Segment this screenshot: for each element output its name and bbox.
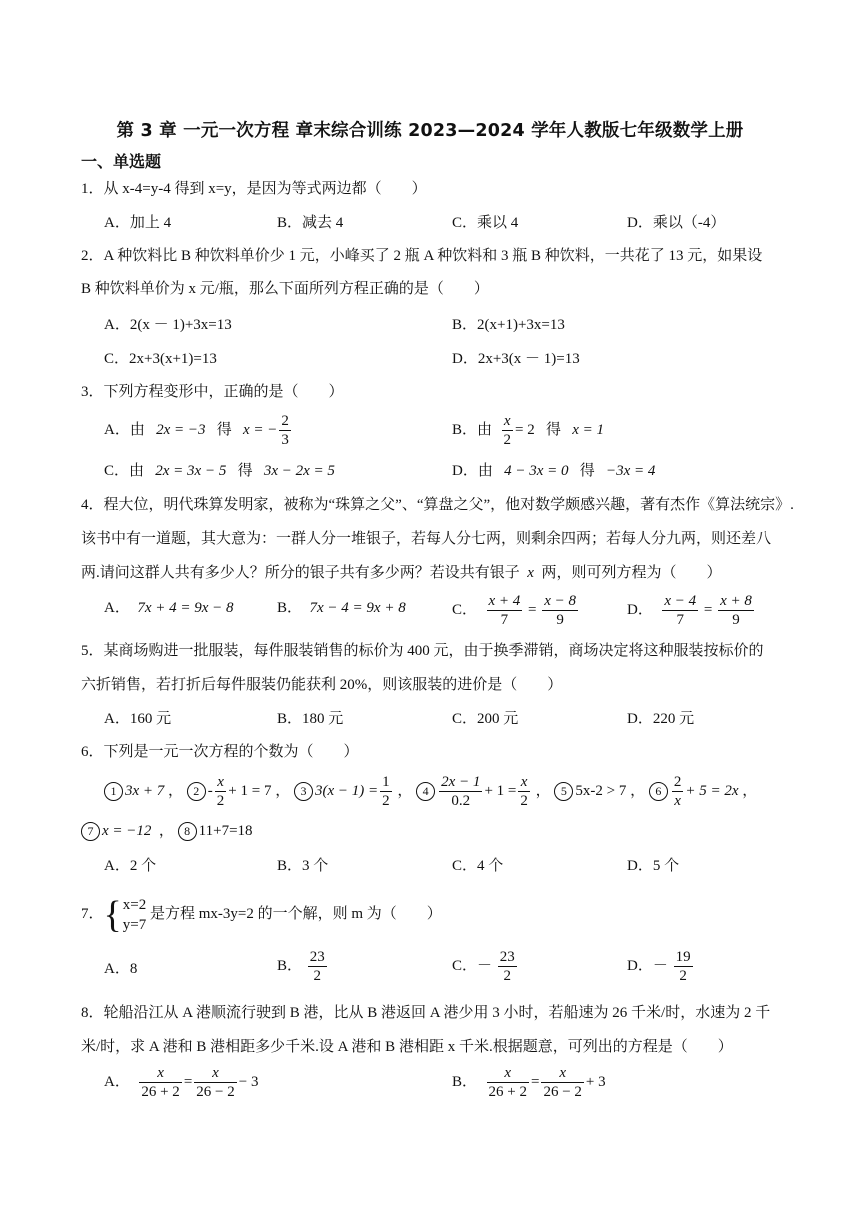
question-6-stem: 6．下列是一元一次方程的个数为（ ） — [81, 744, 359, 760]
fraction-denominator: 9 — [732, 612, 740, 628]
fraction-numerator: x — [502, 412, 514, 431]
q4-d-fraction-left — [662, 592, 698, 629]
q7-system-line1: x=2 — [122, 896, 147, 913]
q7-system-line2: y=7 — [122, 916, 147, 933]
q4-d-prefix: D． — [627, 601, 653, 618]
q8-b-equals: = — [530, 1073, 540, 1090]
q8-a-equals: = — [183, 1073, 193, 1090]
q4-option-d[interactable] — [627, 592, 756, 629]
q4-c-fraction-left — [487, 592, 523, 629]
q7-option-b[interactable] — [277, 948, 329, 985]
question-8-stem-line1: 8．轮船沿江从 A 港顺流行驶到 B 港，比从 B 港返回 A 港少用 3 小时，若船速为 26 千米/时，水速为 2 千 — [81, 1005, 771, 1021]
q7-d-prefix: D．－ — [627, 957, 668, 974]
fraction-denominator: 0.2 — [451, 793, 471, 809]
fraction-numerator: x + 4 — [488, 593, 521, 609]
circled-number-4: 4 — [416, 782, 435, 801]
fraction-numerator: 23 — [499, 949, 515, 965]
fraction-denominator: 2 — [313, 968, 322, 984]
question-4-stem-line3 — [81, 562, 721, 584]
question-1-stem: 1．从 x-4=y-4 得到 x=y，是因为等式两边都（ ） — [81, 181, 427, 197]
q4-b-equation: 7x − 4 = 9x + 8 — [309, 600, 406, 616]
question-4-stem-line2: 该书中有一道题，其大意为：一群人分一堆银子，若每人分七两，则剩余四两；若每人分九两，则还差八 — [81, 531, 772, 547]
q4-variable: x — [527, 565, 534, 581]
fraction-denominator: 26 − 2 — [543, 1084, 582, 1100]
question-3-stem: 3．下列方程变形中，正确的是（ ） — [81, 384, 344, 400]
circled-number-8: 8 — [178, 822, 197, 841]
q8-a-fraction-left — [139, 1064, 181, 1101]
question-7-stem — [81, 894, 442, 935]
q4-option-a[interactable] — [104, 597, 234, 619]
question-2-stem-line2: B 种饮料单价为 x 元/瓶，那么下面所列方程正确的是（ ） — [81, 281, 489, 297]
q8-b-prefix: B． — [452, 1073, 478, 1090]
q7-d-fraction — [674, 948, 693, 985]
fraction-denominator: 2 — [503, 968, 512, 984]
q4-d-equals: = — [703, 601, 713, 618]
question-8-stem-line2: 米/时，求 A 港和 B 港相距多少千米.设 A 港和 B 港相距 x 千米.根据题意，可列出的方程是（ ） — [81, 1039, 733, 1055]
fraction-numerator: 2 — [673, 774, 682, 790]
section-heading: 一、单选题 — [81, 152, 162, 171]
q4-option-c[interactable] — [452, 592, 580, 629]
q3-a-result: x = − — [243, 421, 278, 438]
q8-b-tail: + 3 — [585, 1073, 606, 1090]
q5-option-a[interactable]: A．160 元 — [104, 711, 172, 727]
separator: ， — [630, 782, 646, 799]
q6-expr-7: x = −12 — [102, 823, 152, 839]
q8-a-tail: − 3 — [238, 1073, 259, 1090]
fraction-numerator: 1 — [382, 774, 390, 790]
fraction-numerator: 23 — [309, 949, 325, 965]
q3-b-equation: = 2 — [515, 421, 535, 438]
q8-a-fraction-right — [194, 1064, 236, 1101]
q6-expr-3-fraction — [380, 773, 392, 810]
q3-c-result: 3x − 2x = 5 — [263, 463, 335, 479]
q1-option-b[interactable]: B．减去 4 — [277, 215, 344, 231]
q6-expressions-line1 — [104, 773, 757, 810]
q7-stem-text: 是方程 mx-3y=2 的一个解，则 m 为（ ） — [149, 906, 442, 922]
q6-expr-4-fraction — [439, 773, 482, 810]
q4-c-fraction-right — [542, 592, 578, 629]
q6-expr-2-rest: + 1 = 7 — [228, 782, 272, 799]
q3-b-prefix: B．由 — [452, 421, 493, 438]
q7-c-prefix: C．－ — [452, 957, 493, 974]
fraction-denominator: 7 — [500, 612, 509, 628]
q3-a-prefix: A．由 — [104, 421, 145, 438]
q6-expressions-line2 — [81, 820, 253, 842]
q6-expr-2-fraction — [215, 773, 227, 810]
q6-expr-5: 5x-2 > 7 — [575, 782, 627, 799]
q3-d-result: −3x = 4 — [606, 463, 656, 479]
q7-equation-system — [123, 895, 146, 935]
q4-d-fraction-right — [718, 592, 754, 629]
q4-stem-text: 两.请问这群人共有多少人？所分的银子共有多少两？若设共有银子 — [81, 565, 520, 581]
fraction-numerator: x + 8 — [720, 593, 752, 609]
q8-a-prefix: A． — [104, 1073, 130, 1090]
q4-stem-text-end: 两，则可列方程为（ ） — [541, 565, 722, 581]
fraction-denominator: 26 + 2 — [488, 1084, 527, 1100]
q3-a-equation: 2x = −3 — [156, 421, 206, 438]
fraction-denominator: 7 — [676, 612, 684, 628]
circled-number-2: 2 — [187, 782, 206, 801]
fraction-denominator: 2 — [382, 793, 390, 809]
q4-a-prefix: A． — [104, 600, 130, 616]
question-2-stem-line1: 2．A 种饮料比 B 种饮料单价少 1 元，小峰买了 2 瓶 A 种饮料和 3 瓶 B 种饮料，一共花了 13 元，如果设 — [81, 248, 763, 264]
question-5-stem-line2: 六折销售，若打折后每件服装仍能获利 20%，则该服装的进价是（ ） — [81, 677, 563, 693]
fraction-denominator: 2 — [679, 968, 687, 984]
separator: ， — [158, 823, 174, 839]
fraction-denominator: 2 — [216, 793, 225, 809]
fraction-denominator: x — [674, 793, 681, 809]
fraction-numerator: x — [518, 773, 530, 792]
q4-c-equals: = — [528, 601, 537, 618]
q3-c-equation: 2x = 3x − 5 — [155, 463, 227, 479]
separator: ， — [275, 782, 291, 799]
q3-option-b[interactable] — [452, 412, 604, 449]
q3-d-prefix: D．由 — [452, 463, 493, 479]
q4-option-b[interactable] — [277, 597, 406, 619]
q2-option-a[interactable]: A．2(x － 1)+3x=13 — [104, 317, 232, 333]
q3-b-fraction — [502, 412, 514, 449]
q4-c-prefix: C． — [452, 601, 478, 618]
q6-expr-6-fraction — [672, 773, 684, 810]
q2-option-b[interactable]: B．2(x+1)+3x=13 — [452, 317, 565, 333]
circled-number-3: 3 — [294, 782, 313, 801]
fraction-numerator: x — [194, 1064, 236, 1083]
fraction-numerator: x — [541, 1064, 583, 1083]
q1-option-d[interactable]: D．乘以（-4） — [627, 215, 726, 231]
q3-a-fraction — [279, 412, 291, 449]
separator: ， — [742, 782, 758, 799]
fraction-numerator: x — [487, 1064, 529, 1083]
q3-b-result: x = 1 — [572, 421, 605, 438]
circled-number-7: 7 — [81, 822, 100, 841]
question-4-stem-line1: 4．程大位，明代珠算发明家，被称为“珠算之父”、“算盘之父”，他对数学颇感兴趣，著有杰作《算法统宗》. — [81, 497, 794, 513]
q8-option-a[interactable] — [104, 1064, 258, 1101]
q3-option-c[interactable] — [104, 460, 335, 482]
q6-expr-4-fraction-right — [518, 773, 530, 810]
q6-expr-3: 3(x − 1) = — [314, 782, 379, 799]
fraction-numerator: 2 — [281, 413, 289, 429]
q7-b-prefix: B． — [277, 957, 303, 974]
q3-b-de: 得 — [545, 421, 561, 438]
q6-option-d[interactable]: D．5 个 — [627, 858, 680, 874]
page-title: 第 3 章 一元一次方程 章末综合训练 2023—2024 学年人教版七年级数学上册 — [116, 121, 744, 141]
q1-option-c[interactable]: C．乘以 4 — [452, 215, 519, 231]
separator: ， — [397, 782, 413, 799]
fraction-numerator: x − 8 — [544, 593, 577, 609]
fraction-denominator: 26 − 2 — [196, 1084, 235, 1100]
brace-icon: { — [103, 893, 122, 936]
q7-number: 7． — [81, 906, 104, 922]
q5-option-d[interactable]: D．220 元 — [627, 711, 695, 727]
q3-c-prefix: C．由 — [104, 463, 145, 479]
q3-d-equation: 4 − 3x = 0 — [504, 463, 569, 479]
circled-number-6: 6 — [649, 782, 668, 801]
q6-option-c[interactable]: C．4 个 — [452, 858, 504, 874]
circled-number-5: 5 — [554, 782, 573, 801]
q6-expr-1: 3x + 7 — [125, 782, 165, 799]
q2-option-d[interactable]: D．2x+3(x － 1)=13 — [452, 351, 580, 367]
q5-option-c[interactable]: C．200 元 — [452, 711, 519, 727]
fraction-denominator: 2 — [520, 793, 528, 809]
circled-number-1: 1 — [104, 782, 123, 801]
separator: ， — [535, 782, 551, 799]
fraction-numerator: 19 — [675, 949, 691, 965]
q7-option-a[interactable]: A．8 — [104, 961, 138, 977]
q6-option-b[interactable]: B．3 个 — [277, 858, 329, 874]
q3-a-de: 得 — [216, 421, 232, 438]
q6-option-a[interactable]: A．2 个 — [104, 858, 157, 874]
fraction-denominator: 3 — [281, 432, 289, 448]
q1-option-a[interactable]: A．加上 4 — [104, 215, 172, 231]
fraction-numerator: x — [139, 1064, 181, 1083]
fraction-numerator: x — [215, 773, 227, 792]
q6-expr-8: 11+7=18 — [198, 823, 253, 839]
q6-expr-4-rest: + 1 = — [484, 782, 517, 799]
q3-d-de: 得 — [579, 463, 595, 479]
q8-b-fraction-left — [487, 1064, 529, 1101]
q7-c-fraction — [498, 948, 517, 985]
q7-b-fraction — [308, 948, 327, 985]
question-5-stem-line1: 5．某商场购进一批服装，每件服装销售的标价为 400 元，由于换季滞销，商场决定将这种服装按标价的 — [81, 643, 764, 659]
q5-option-b[interactable]: B．180 元 — [277, 711, 344, 727]
q4-a-equation: 7x + 4 = 9x − 8 — [137, 600, 234, 616]
q3-option-a[interactable] — [104, 412, 293, 449]
q4-b-prefix: B． — [277, 600, 303, 616]
q7-option-c[interactable] — [452, 948, 519, 985]
fraction-denominator: 26 + 2 — [141, 1084, 180, 1100]
q2-option-c[interactable]: C．2x+3(x+1)=13 — [104, 351, 217, 367]
q6-expr-2-sign: - — [207, 782, 213, 799]
fraction-numerator: 2x − 1 — [441, 774, 481, 790]
separator: ， — [168, 782, 184, 799]
q7-option-d[interactable] — [627, 948, 695, 985]
q3-option-d[interactable] — [452, 460, 655, 482]
q6-expr-6-rest: + 5 = 2x — [685, 782, 739, 799]
fraction-denominator: 2 — [503, 432, 512, 448]
fraction-denominator: 9 — [556, 612, 564, 628]
q8-b-fraction-right — [541, 1064, 583, 1101]
q3-c-de: 得 — [237, 463, 253, 479]
q8-option-b[interactable] — [452, 1064, 606, 1101]
fraction-numerator: x − 4 — [664, 593, 697, 609]
